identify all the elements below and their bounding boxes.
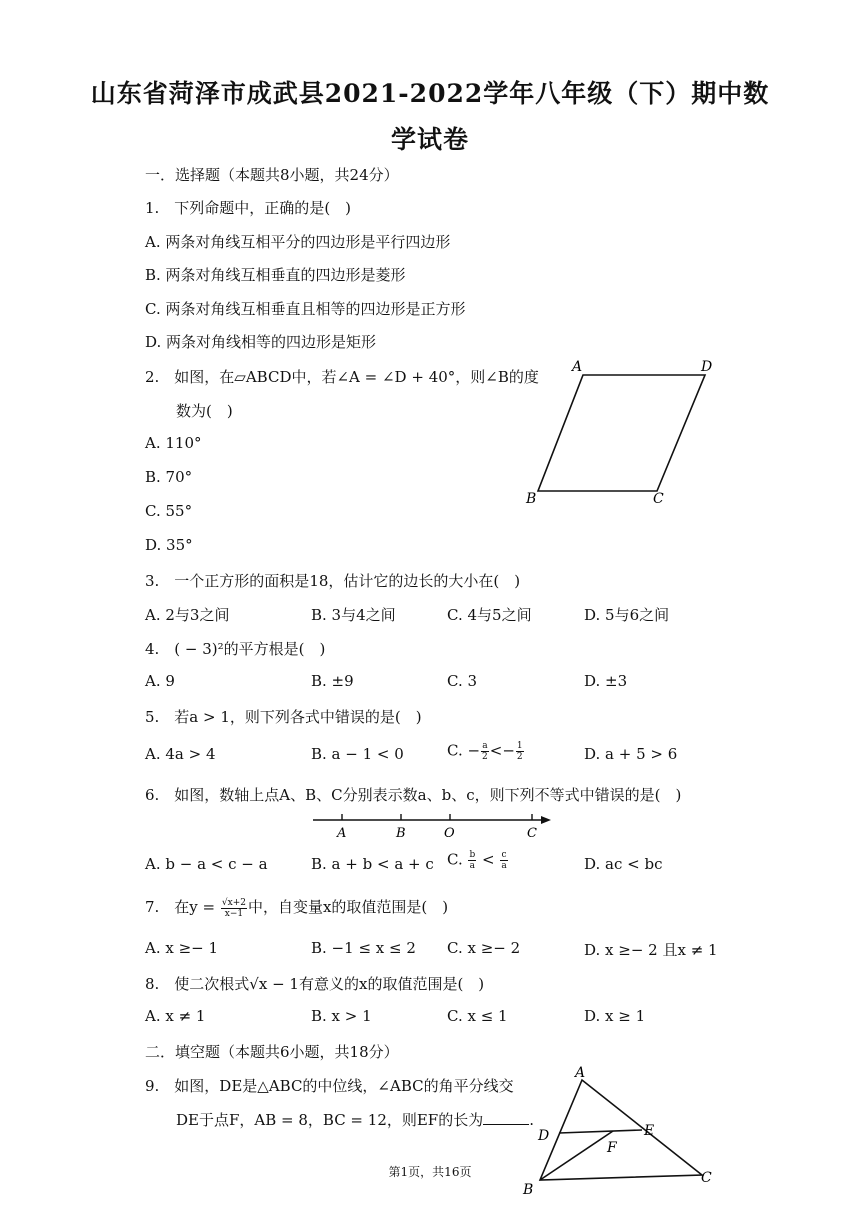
- q6-option-b: B. a + b < a + c: [311, 855, 434, 873]
- q7-stem: [145, 896, 448, 919]
- q8-stem: 8. 使二次根式√x − 1有意义的x的取值范围是( ): [145, 975, 485, 993]
- triangle-label-b: B: [523, 1182, 534, 1198]
- q7-option-c: C. x ≥− 2: [447, 939, 521, 957]
- q7-option-a: A. x ≥− 1: [145, 939, 219, 957]
- q6-c-num-2: c: [501, 850, 507, 860]
- q5-c-fraction-1: [481, 741, 489, 762]
- q1-option-d: D. 两条对角线相等的四边形是矩形: [145, 333, 377, 351]
- q5-c-mid: <−: [489, 741, 515, 760]
- q7-stem-prefix: 7. 在y =: [145, 898, 220, 916]
- q5-option-a: A. 4a > 4: [145, 745, 216, 763]
- q5-c-num-1: a: [482, 741, 488, 751]
- q6-stem: 6. 如图，数轴上点A、B、C分别表示数a、b、c，则下列不等式中错误的是( ): [145, 786, 682, 804]
- q2-option-a: A. 110°: [145, 434, 202, 452]
- q5-c-num-2: 1: [516, 741, 523, 751]
- q7-stem-suffix: 中，自变量x的取值范围是( ): [247, 898, 449, 916]
- q7-fraction-den: x−1: [224, 908, 244, 919]
- section-2-heading: 二．填空题（本题共6小题，共18分）: [145, 1043, 399, 1061]
- vertex-label-a: A: [572, 359, 583, 375]
- q1-option-c: C. 两条对角线互相垂直且相等的四边形是正方形: [145, 300, 466, 318]
- section-1-heading: 一．选择题（本题共8小题，共24分）: [145, 166, 399, 184]
- q4-option-a: A. 9: [145, 672, 175, 690]
- axis-label-o: O: [444, 826, 455, 841]
- q2-stem-line-2: 数为( ): [176, 402, 233, 420]
- q4-option-b: B. ±9: [311, 672, 354, 690]
- q4-option-d: D. ±3: [584, 672, 628, 690]
- q5-c-den-2: 2: [516, 752, 523, 762]
- q3-option-d: D. 5与6之间: [584, 606, 670, 624]
- midline-de: [559, 1130, 642, 1133]
- q4-option-c: C. 3: [447, 672, 478, 690]
- q3-option-c: C. 4与5之间: [447, 606, 532, 624]
- number-line-arrow: [541, 816, 551, 824]
- q6-c-prefix: C.: [447, 850, 468, 869]
- q5-stem: 5. 若a > 1，则下列各式中错误的是( ): [145, 708, 422, 726]
- q6-option-d: D. ac < bc: [584, 855, 663, 873]
- q3-stem: 3. 一个正方形的面积是18，估计它的边长的大小在( ): [145, 572, 521, 590]
- q2-option-d: D. 35°: [145, 536, 193, 554]
- q8-option-d: D. x ≥ 1: [584, 1007, 646, 1025]
- q8-option-b: B. x > 1: [311, 1007, 372, 1025]
- exam-title-line-1: 山东省菏泽市成武县2021-2022学年八年级（下）期中数: [90, 79, 770, 108]
- vertex-label-c: C: [653, 491, 664, 507]
- q7-option-b: B. −1 ≤ x ≤ 2: [311, 939, 416, 957]
- q3-option-a: A. 2与3之间: [145, 606, 230, 624]
- q9-stem-text: DE于点F，AB = 8，BC = 12，则EF的长为: [176, 1111, 484, 1129]
- triangle-label-c: C: [701, 1170, 712, 1186]
- q2-stem-line-1: 2. 如图，在▱ABCD中，若∠A = ∠D + 40°，则∠B的度: [145, 368, 539, 386]
- q6-c-fraction-1: [468, 850, 476, 871]
- q1-stem: 1. 下列命题中，正确的是( ): [145, 199, 352, 217]
- q6-option-c: [447, 850, 509, 871]
- q6-c-den-1: a: [469, 861, 476, 871]
- vertex-label-d: D: [701, 359, 713, 375]
- axis-label-a: A: [337, 826, 347, 841]
- q5-c-den-1: 2: [482, 752, 488, 762]
- parallelogram-figure: [515, 355, 725, 515]
- q7-option-d: D. x ≥− 2 且x ≠ 1: [584, 941, 718, 959]
- q6-c-fraction-2: [500, 850, 507, 871]
- exam-title-line-2: 学试卷: [390, 125, 469, 154]
- q9-stem-line-1: 9. 如图，DE是△ABC的中位线，∠ABC的角平分线交: [145, 1077, 514, 1095]
- q5-option-d: D. a + 5 > 6: [584, 745, 678, 763]
- q4-stem: 4. ( − 3)²的平方根是( ): [145, 640, 326, 658]
- q8-option-a: A. x ≠ 1: [145, 1007, 206, 1025]
- q5-option-b: B. a − 1 < 0: [311, 745, 404, 763]
- q6-c-den-2: a: [501, 861, 507, 871]
- q3-option-b: B. 3与4之间: [311, 606, 396, 624]
- vertex-label-b: B: [526, 491, 537, 507]
- triangle-label-a: A: [575, 1065, 586, 1081]
- q5-option-c: [447, 741, 525, 762]
- q2-option-c: C. 55°: [145, 502, 193, 520]
- q6-option-a: A. b − a < c − a: [145, 855, 268, 873]
- triangle-label-d: D: [538, 1128, 550, 1144]
- number-line-figure: [305, 810, 565, 842]
- q9-stem-line-2: [176, 1109, 534, 1130]
- q5-c-prefix: C. −: [447, 741, 481, 760]
- q7-fraction-num: √x+2: [221, 897, 246, 908]
- q8-option-c: C. x ≤ 1: [447, 1007, 508, 1025]
- q6-c-num-1: b: [469, 850, 476, 860]
- q7-fraction: [221, 898, 247, 919]
- q9-stem-end: .: [529, 1111, 534, 1129]
- triangle-label-e: E: [644, 1123, 655, 1139]
- triangle-label-f: F: [607, 1140, 617, 1156]
- parallelogram-abcd: [538, 375, 705, 491]
- axis-label-c: C: [527, 826, 537, 841]
- q2-option-b: B. 70°: [145, 468, 193, 486]
- axis-label-b: B: [396, 826, 406, 841]
- page-footer: 第1页，共16页: [388, 1165, 472, 1179]
- q1-option-a: A. 两条对角线互相平分的四边形是平行四边形: [145, 233, 451, 251]
- q5-c-fraction-2: [516, 741, 524, 762]
- q1-option-b: B. 两条对角线互相垂直的四边形是菱形: [145, 266, 406, 284]
- q6-c-mid: <: [477, 850, 500, 869]
